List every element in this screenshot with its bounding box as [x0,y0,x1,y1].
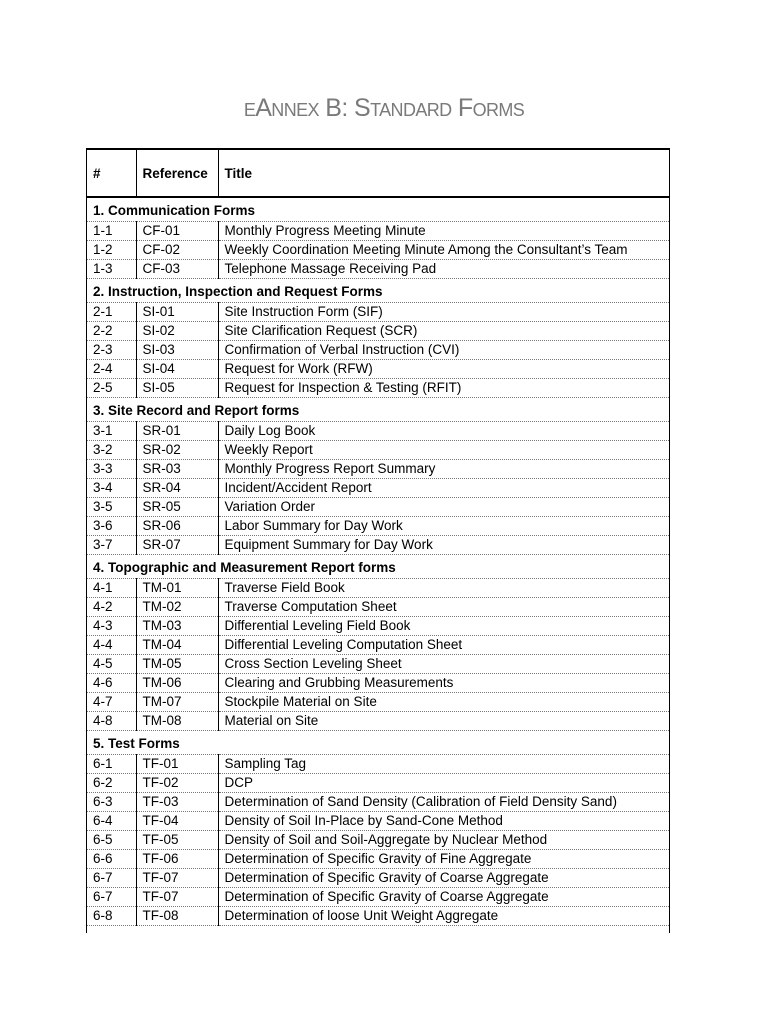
section-heading: 1. Communication Forms [87,197,669,222]
table-row [87,812,669,831]
row-title-cell: Request for Work (RFW) [218,360,669,379]
row-number-cell: 6-8 [87,907,136,926]
row-reference-cell: TM-01 [136,579,218,598]
row-reference-cell: TM-04 [136,636,218,655]
table-row [87,517,669,536]
row-title-cell: Differential Leveling Computation Sheet [218,636,669,655]
row-number-cell: 4-5 [87,655,136,674]
row-reference-cell: SR-04 [136,479,218,498]
section-heading: 2. Instruction, Inspection and Request Forms [87,279,669,303]
row-reference-cell: SI-04 [136,360,218,379]
row-reference-cell: TF-05 [136,831,218,850]
row-reference-cell: TM-08 [136,712,218,731]
row-reference-cell: TF-08 [136,907,218,926]
row-number-cell: 3-6 [87,517,136,536]
row-reference-cell: SI-01 [136,303,218,322]
row-number-cell: 4-7 [87,693,136,712]
section-heading: 3. Site Record and Report forms [87,398,669,422]
row-title-cell: Equipment Summary for Day Work [218,536,669,555]
row-reference-cell: SI-02 [136,322,218,341]
table-row [87,774,669,793]
row-reference-cell: SR-02 [136,441,218,460]
row-title-cell: Density of Soil and Soil-Aggregate by Nuclear Method [218,831,669,850]
row-title-cell: Determination of Specific Gravity of Coarse Aggregate [218,888,669,907]
section-row [87,197,669,222]
row-reference-cell: CF-03 [136,260,218,279]
row-number-cell: 1-1 [87,222,136,241]
row-number-cell: 3-1 [87,422,136,441]
row-number-cell: 4-4 [87,636,136,655]
table-row [87,888,669,907]
row-reference-cell: SR-06 [136,517,218,536]
row-title-cell: Clearing and Grubbing Measurements [218,674,669,693]
section-row [87,555,669,579]
row-number-cell: 6-7 [87,888,136,907]
row-number-cell: 3-3 [87,460,136,479]
row-reference-cell: TM-05 [136,655,218,674]
row-number-cell: 4-2 [87,598,136,617]
table-row [87,322,669,341]
row-title-cell: Site Clarification Request (SCR) [218,322,669,341]
row-title-cell: Determination of Specific Gravity of Fine Aggregate [218,850,669,869]
row-title-cell: Differential Leveling Field Book [218,617,669,636]
header-number: # [87,150,136,197]
page-title: eAnnex B: Standard Forms [243,94,525,122]
table-body [87,197,669,926]
row-number-cell: 1-2 [87,241,136,260]
table-row [87,907,669,926]
table-row [87,479,669,498]
row-number-cell: 2-3 [87,341,136,360]
row-reference-cell: SI-03 [136,341,218,360]
row-number-cell: 6-3 [87,793,136,812]
row-title-cell: Weekly Coordination Meeting Minute Among the Consultant’s Team [218,241,669,260]
table-row [87,831,669,850]
row-reference-cell: TF-06 [136,850,218,869]
row-title-cell: Labor Summary for Day Work [218,517,669,536]
table-row [87,579,669,598]
row-title-cell: Determination of Sand Density (Calibration of Field Density Sand) [218,793,669,812]
row-title-cell: Density of Soil In-Place by Sand-Cone Method [218,812,669,831]
row-reference-cell: SI-05 [136,379,218,398]
row-reference-cell: SR-03 [136,460,218,479]
table-row [87,674,669,693]
row-number-cell: 4-6 [87,674,136,693]
row-number-cell: 3-5 [87,498,136,517]
table-row [87,693,669,712]
row-reference-cell: TF-04 [136,812,218,831]
header-reference: Reference [136,150,218,197]
row-reference-cell: TF-07 [136,888,218,907]
row-number-cell: 6-4 [87,812,136,831]
row-number-cell: 3-4 [87,479,136,498]
table-row [87,260,669,279]
row-title-cell: Monthly Progress Report Summary [218,460,669,479]
row-reference-cell: CF-01 [136,222,218,241]
table-row [87,755,669,774]
row-title-cell: Variation Order [218,498,669,517]
row-title-cell: Determination of Specific Gravity of Coarse Aggregate [218,869,669,888]
table-row [87,712,669,731]
row-title-cell: Traverse Computation Sheet [218,598,669,617]
section-row [87,279,669,303]
table-row [87,303,669,322]
row-reference-cell: SR-07 [136,536,218,555]
row-number-cell: 2-1 [87,303,136,322]
row-number-cell: 6-5 [87,831,136,850]
table-row [87,341,669,360]
table-row [87,498,669,517]
row-number-cell: 6-7 [87,869,136,888]
row-number-cell: 4-1 [87,579,136,598]
table-row [87,241,669,260]
row-reference-cell: TF-03 [136,793,218,812]
row-reference-cell: TF-07 [136,869,218,888]
row-title-cell: Incident/Accident Report [218,479,669,498]
row-title-cell: Confirmation of Verbal Instruction (CVI) [218,341,669,360]
table-header-row [87,150,669,197]
row-title-cell: Weekly Report [218,441,669,460]
table-row [87,869,669,888]
row-number-cell: 4-3 [87,617,136,636]
row-number-cell: 2-2 [87,322,136,341]
row-number-cell: 2-4 [87,360,136,379]
section-heading: 5. Test Forms [87,731,669,755]
forms-table [87,150,669,926]
row-reference-cell: SR-01 [136,422,218,441]
row-reference-cell: TM-02 [136,598,218,617]
row-number-cell: 2-5 [87,379,136,398]
table-row [87,536,669,555]
row-number-cell: 3-2 [87,441,136,460]
row-number-cell: 6-6 [87,850,136,869]
table-row [87,460,669,479]
row-reference-cell: TM-03 [136,617,218,636]
table-row [87,850,669,869]
table-row [87,422,669,441]
table-row [87,617,669,636]
table-row [87,793,669,812]
row-title-cell: Stockpile Material on Site [218,693,669,712]
table-row [87,636,669,655]
header-title: Title [218,150,669,197]
row-reference-cell: TM-06 [136,674,218,693]
row-reference-cell: TF-02 [136,774,218,793]
row-reference-cell: SR-05 [136,498,218,517]
row-title-cell: Determination of loose Unit Weight Aggregate [218,907,669,926]
table-row [87,379,669,398]
row-title-cell: Cross Section Leveling Sheet [218,655,669,674]
row-title-cell: Site Instruction Form (SIF) [218,303,669,322]
row-title-cell: Traverse Field Book [218,579,669,598]
row-title-cell: Daily Log Book [218,422,669,441]
row-number-cell: 4-8 [87,712,136,731]
row-number-cell: 6-1 [87,755,136,774]
row-reference-cell: TF-01 [136,755,218,774]
row-title-cell: Material on Site [218,712,669,731]
row-title-cell: Telephone Massage Receiving Pad [218,260,669,279]
table-row [87,598,669,617]
table-row [87,655,669,674]
table-row [87,360,669,379]
row-title-cell: Request for Inspection & Testing (RFIT) [218,379,669,398]
table-row [87,222,669,241]
row-title-cell: Sampling Tag [218,755,669,774]
row-number-cell: 3-7 [87,536,136,555]
row-number-cell: 6-2 [87,774,136,793]
row-reference-cell: TM-07 [136,693,218,712]
table-row [87,441,669,460]
row-title-cell: Monthly Progress Meeting Minute [218,222,669,241]
row-number-cell: 1-3 [87,260,136,279]
section-row [87,731,669,755]
forms-table-container [86,148,670,933]
section-row [87,398,669,422]
row-title-cell: DCP [218,774,669,793]
section-heading: 4. Topographic and Measurement Report forms [87,555,669,579]
row-reference-cell: CF-02 [136,241,218,260]
